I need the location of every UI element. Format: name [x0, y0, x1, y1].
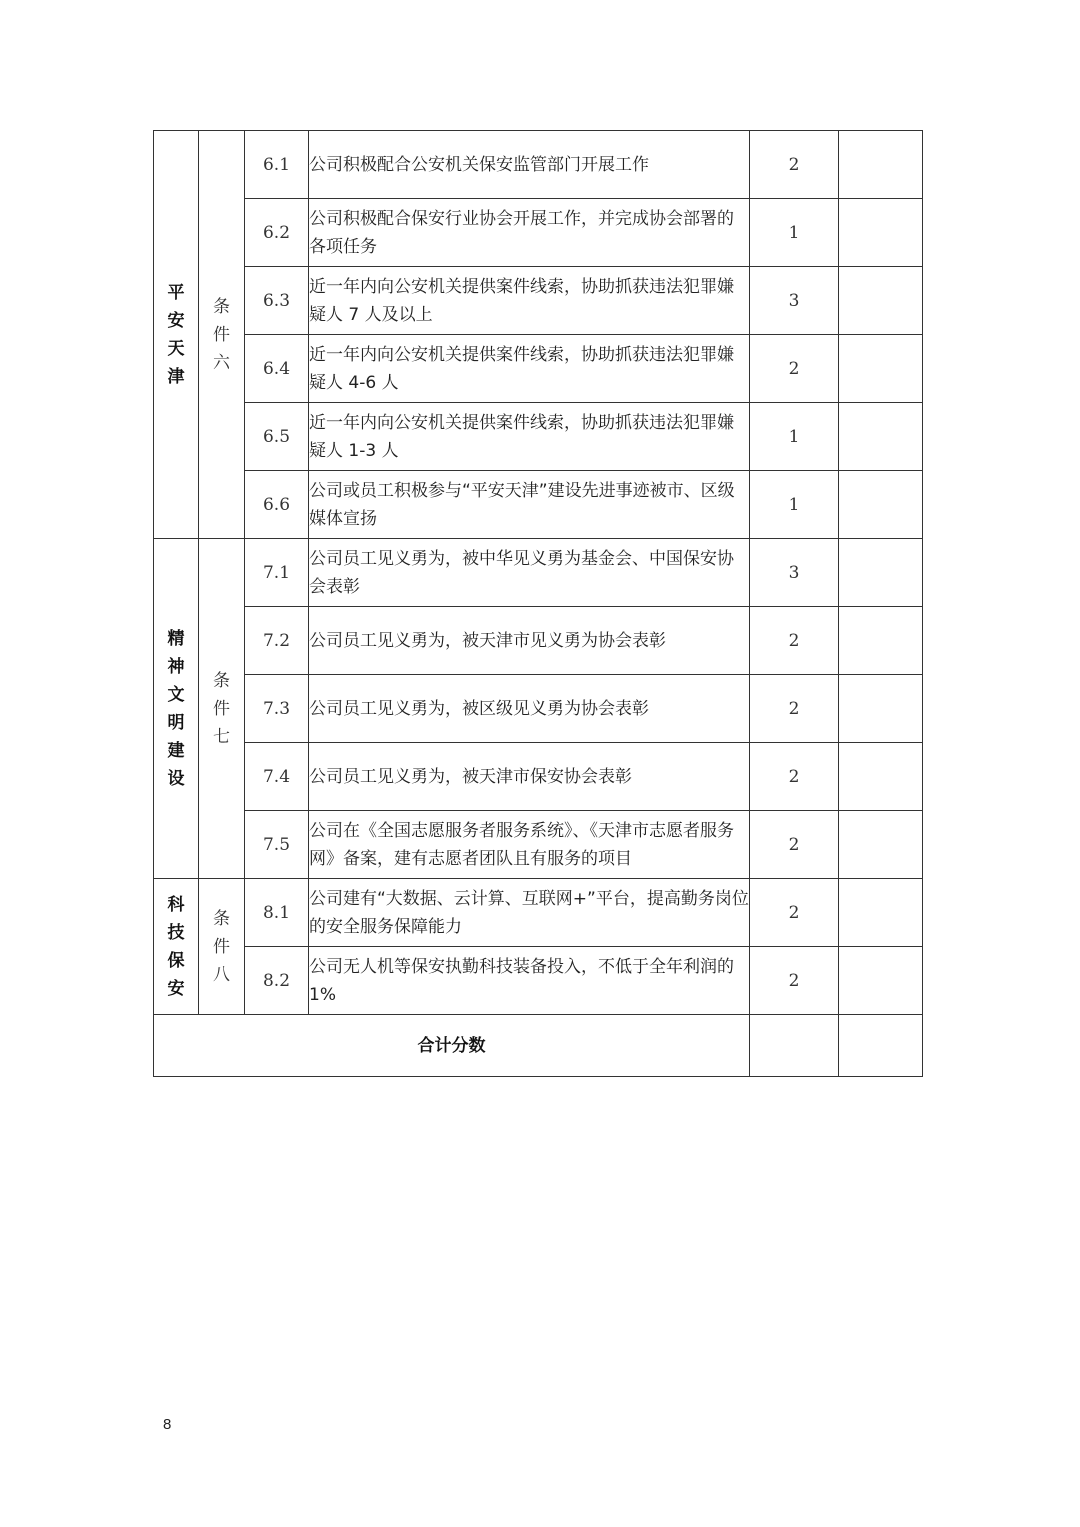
- item-number: 8.2: [245, 947, 309, 1015]
- table-row: [154, 947, 923, 1015]
- item-description: 公司积极配合公安机关保安监管部门开展工作: [309, 131, 750, 199]
- self-score-cell: [839, 199, 923, 267]
- item-description: 公司建有“大数据、云计算、互联网+”平台，提高勤务岗位的安全服务保障能力: [309, 879, 750, 947]
- table-row: [154, 811, 923, 879]
- item-description: 近一年内向公安机关提供案件线索，协助抓获违法犯罪嫌疑人 1-3 人: [309, 403, 750, 471]
- item-score: 2: [750, 947, 839, 1015]
- item-description: 公司员工见义勇为，被天津市见义勇为协会表彰: [309, 607, 750, 675]
- item-description: 公司在《全国志愿服务者服务系统》、《天津市志愿者服务网》备案，建有志愿者团队且有服务的项目: [309, 811, 750, 879]
- total-self-score-cell: [839, 1015, 923, 1077]
- item-score: 2: [750, 743, 839, 811]
- item-number: 6.2: [245, 199, 309, 267]
- self-score-cell: [839, 675, 923, 743]
- item-description: 公司无人机等保安执勤科技装备投入，不低于全年利润的 1%: [309, 947, 750, 1015]
- item-number: 7.1: [245, 539, 309, 607]
- item-number: 7.5: [245, 811, 309, 879]
- table-row: [154, 539, 923, 607]
- item-score: 1: [750, 403, 839, 471]
- self-score-cell: [839, 471, 923, 539]
- item-score: 3: [750, 267, 839, 335]
- item-number: 8.1: [245, 879, 309, 947]
- item-score: 2: [750, 607, 839, 675]
- self-score-cell: [839, 335, 923, 403]
- table-row: [154, 471, 923, 539]
- item-number: 6.6: [245, 471, 309, 539]
- table-row: [154, 131, 923, 199]
- self-score-cell: [839, 539, 923, 607]
- condition-cell: 条件八: [199, 879, 245, 1015]
- table-row: [154, 879, 923, 947]
- item-number: 6.5: [245, 403, 309, 471]
- page-number: 8: [163, 1416, 172, 1433]
- self-score-cell: [839, 947, 923, 1015]
- item-description: 公司员工见义勇为，被中华见义勇为基金会、中国保安协会表彰: [309, 539, 750, 607]
- table-row: [154, 335, 923, 403]
- category-cell: 平安天津: [154, 131, 199, 539]
- item-number: 7.2: [245, 607, 309, 675]
- self-score-cell: [839, 403, 923, 471]
- item-number: 6.3: [245, 267, 309, 335]
- table-row: [154, 403, 923, 471]
- item-score: 2: [750, 879, 839, 947]
- self-score-cell: [839, 743, 923, 811]
- item-score: 1: [750, 471, 839, 539]
- item-description: 公司员工见义勇为，被天津市保安协会表彰: [309, 743, 750, 811]
- item-description: 公司积极配合保安行业协会开展工作，并完成协会部署的各项任务: [309, 199, 750, 267]
- item-score: 2: [750, 131, 839, 199]
- item-score: 2: [750, 675, 839, 743]
- total-label: 合计分数: [154, 1015, 750, 1077]
- self-score-cell: [839, 131, 923, 199]
- score-table: [153, 130, 923, 1077]
- table-row: [154, 743, 923, 811]
- item-number: 7.3: [245, 675, 309, 743]
- self-score-cell: [839, 811, 923, 879]
- item-description: 近一年内向公安机关提供案件线索，协助抓获违法犯罪嫌疑人 7 人及以上: [309, 267, 750, 335]
- total-row: [154, 1015, 923, 1077]
- item-score: 1: [750, 199, 839, 267]
- self-score-cell: [839, 607, 923, 675]
- condition-cell: 条件七: [199, 539, 245, 879]
- category-cell: 科技保安: [154, 879, 199, 1015]
- table-row: [154, 675, 923, 743]
- total-score-cell: [750, 1015, 839, 1077]
- self-score-cell: [839, 879, 923, 947]
- item-number: 7.4: [245, 743, 309, 811]
- item-score: 2: [750, 335, 839, 403]
- self-score-cell: [839, 267, 923, 335]
- item-number: 6.1: [245, 131, 309, 199]
- condition-cell: 条件六: [199, 131, 245, 539]
- item-description: 近一年内向公安机关提供案件线索，协助抓获违法犯罪嫌疑人 4-6 人: [309, 335, 750, 403]
- category-cell: 精神文明建设: [154, 539, 199, 879]
- item-number: 6.4: [245, 335, 309, 403]
- item-score: 2: [750, 811, 839, 879]
- item-description: 公司员工见义勇为，被区级见义勇为协会表彰: [309, 675, 750, 743]
- item-score: 3: [750, 539, 839, 607]
- table-row: [154, 199, 923, 267]
- item-description: 公司或员工积极参与“平安天津”建设先进事迹被市、区级媒体宣扬: [309, 471, 750, 539]
- table-row: [154, 267, 923, 335]
- table-row: [154, 607, 923, 675]
